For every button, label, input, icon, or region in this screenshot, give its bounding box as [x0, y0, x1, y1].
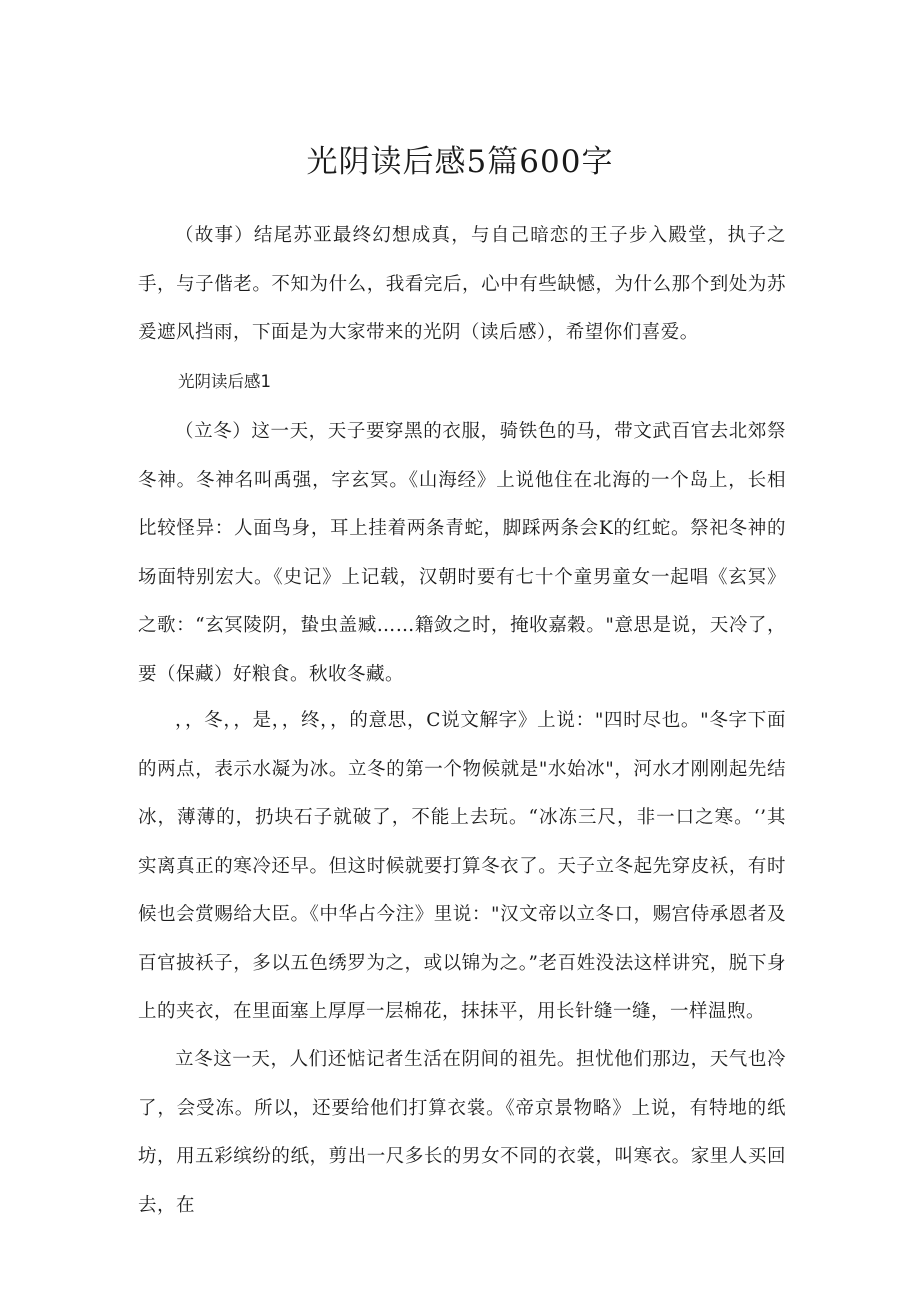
- body-paragraph: 立冬这一天，人们还惦记者生活在阴间的祖先。担忧他们那边，天气也冷了，会受冻。所以，还要给他们打算衣裳。《帝京景物略》上说，有特地的纸坊，用五彩缤纷的纸，剪出一尺多长的男女不同的衣裳，叫寒衣。家里人买回去，在: [138, 1049, 786, 1216]
- body-paragraph: （立冬）这一天，天子要穿黑的衣服，骑铁色的马，带文武百官去北郊祭冬神。冬神名叫禹强，字玄冥。《山海经》上说他住在北海的一个岛上，长相比较怪异：人面鸟身，耳上挂着两条青蛇，脚踩两条会K的红蛇。祭祀冬神的场面特别宏大。《史记》上记载，汉朝时要有七十个童男童女一起唱《玄冥》之歌：“玄冥陵阴，蛰虫盖臧……籍敛之时，掩收嘉穀。"意思是说，天冷了，要（保藏）好粮食。秋收冬藏。: [138, 421, 786, 685]
- intro-paragraph: （故事）结尾苏亚最终幻想成真，与自己暗恋的王子步入殿堂，执子之手，与子偕老。不知为什么，我看完后，心中有些缺憾，为什么那个到处为苏爰遮风挡雨，下面是为大家带来的光阴（读后感），希望你们喜爱。: [138, 225, 786, 343]
- section-heading: 光阴读后感1: [178, 372, 271, 391]
- document-title: 光阴读后感5篇600字: [306, 144, 614, 180]
- body-paragraph: ，，冬，，是，，终，，的意思，C说文解字》上说："四时尽也。"冬字下面的两点，表示水凝为冰。立冬的第一个物候就是"水始冰"，河水才刚刚起先结冰，薄薄的，扔块石子就破了，不能上去玩。“冰冻三尺，非一口之寒。‘’其实离真正的寒冷还早。但这时候就要打算冬衣了。天子立冬起先穿皮袄，有时候也会赏赐给大臣。《中华占今注》里说："汉文帝以立冬口，赐宫侍承恩者及百官披袄子，多以五色绣罗为之，或以锦为之。”老百姓没法这样讲究，脱下身上的夹衣，在里面塞上厚厚一层棉花，抹抹平，用长针缝一缝，一样温煦。: [138, 710, 786, 1022]
